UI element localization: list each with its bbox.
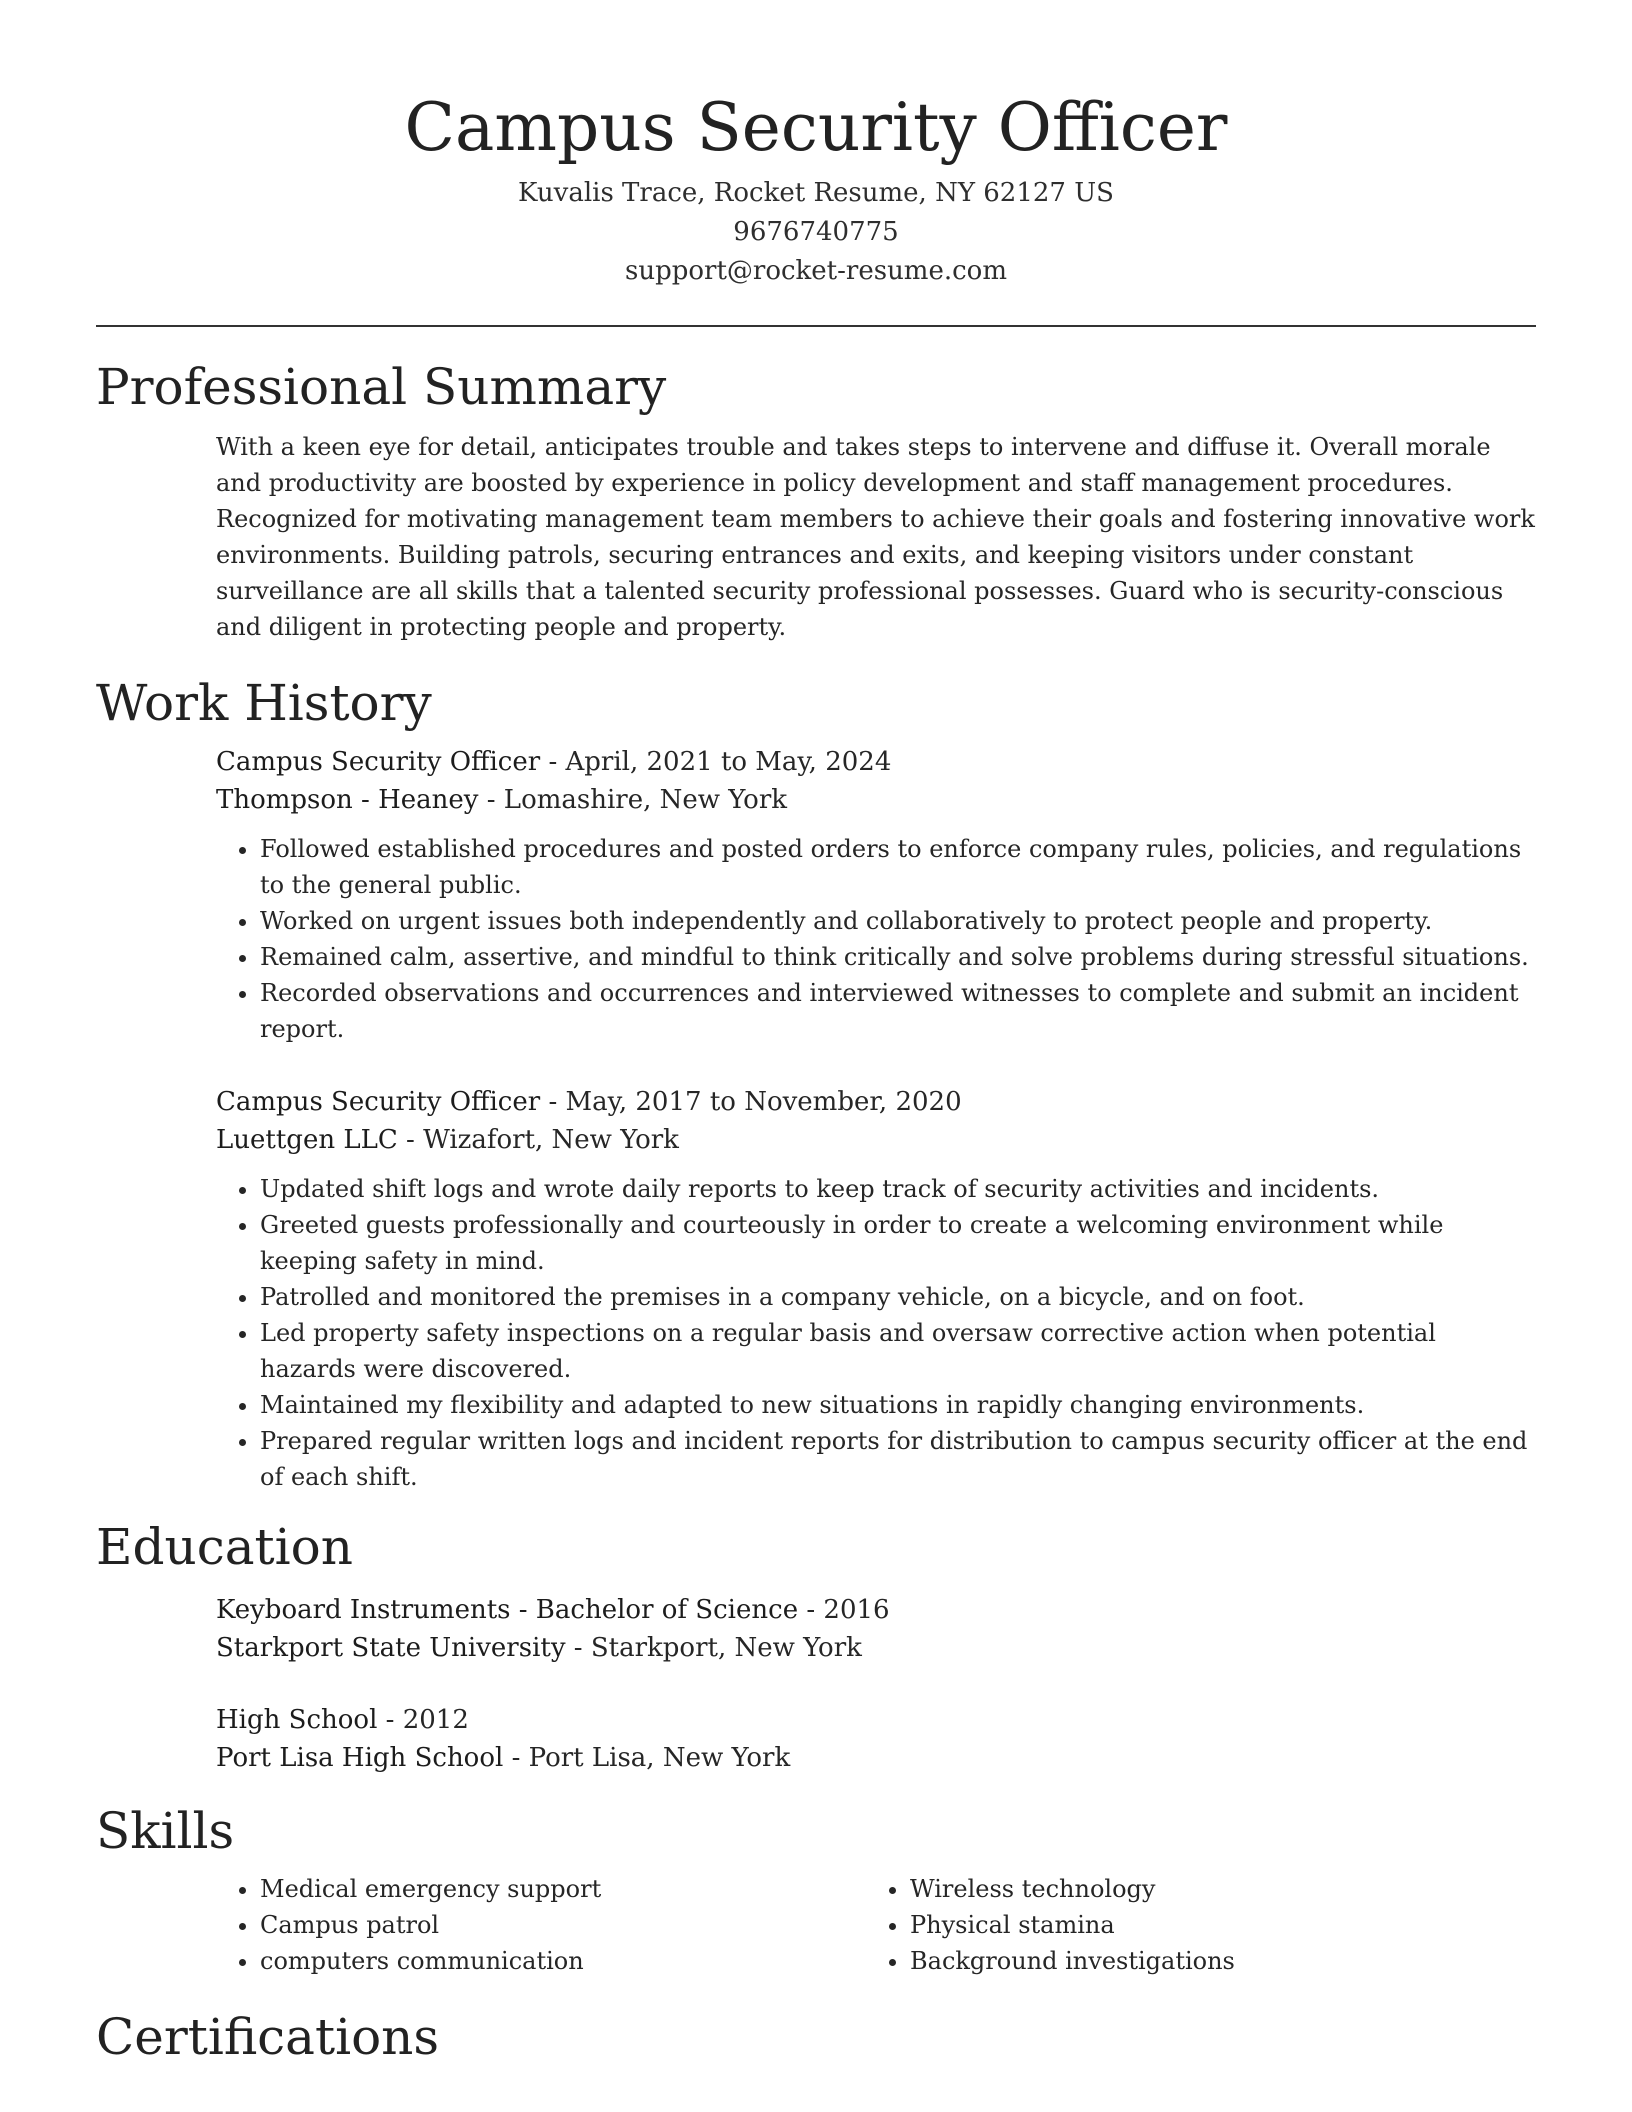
resume-header [96, 0, 1536, 291]
job-bullet: • Updated shift logs and wrote daily reports to keep track of security activities and incidents. [260, 1171, 1536, 1207]
job-bullet: • Remained calm, assertive, and mindful to think critically and solve problems during stressful situations. [260, 939, 1536, 975]
job-role: Campus Security Officer [216, 747, 541, 777]
job-location: - Wizafort, New York [397, 1125, 679, 1155]
job-location: - Lomashire, New York [478, 785, 788, 815]
education-school-line [216, 1629, 1536, 1667]
header-divider [96, 325, 1536, 327]
job-company: Thompson - Heaney [216, 785, 479, 815]
job-dates: - May, 2017 to November, 2020 [540, 1087, 962, 1117]
work-history-heading: Work History [96, 674, 432, 732]
education-degree-line [216, 1591, 1536, 1629]
education-location: - Starkport, New York [565, 1633, 862, 1663]
job-bullet: • Maintained my flexibility and adapted to new situations in rapidly changing environments. [260, 1387, 1536, 1423]
education-degree: Keyboard Instruments - Bachelor of Science [216, 1595, 799, 1625]
skills-column-left [216, 1871, 866, 1979]
skill-item: • Background investigations [910, 1943, 1516, 1979]
education-location: - Port Lisa, New York [503, 1743, 791, 1773]
education-entry [216, 1591, 1536, 1667]
skill-item: • Campus patrol [260, 1907, 866, 1943]
education-entry [216, 1701, 1536, 1777]
skills-section [96, 1801, 1536, 1979]
resume-page [96, 0, 1536, 2067]
skills-column-right [866, 1871, 1516, 1979]
skill-item: • Wireless technology [910, 1871, 1516, 1907]
summary-heading: Professional Summary [96, 358, 667, 416]
certifications-heading: Certifications [96, 2008, 440, 2066]
phone-line: 9676740775 [733, 217, 899, 247]
skills-grid [216, 1871, 1536, 1979]
job-entry [216, 1083, 1536, 1495]
job-title-line [216, 743, 1536, 781]
job-bullet: • Greeted guests professionally and courteously in order to create a welcoming environment while keeping safety in mind. [260, 1207, 1536, 1279]
education-section [96, 1517, 1536, 1777]
education-year: - 2012 [377, 1705, 469, 1735]
education-year: - 2016 [798, 1595, 890, 1625]
job-role: Campus Security Officer [216, 1087, 541, 1117]
candidate-title: Campus Security Officer [404, 89, 1228, 166]
job-bullets [216, 1171, 1536, 1495]
job-company-line [216, 1121, 1536, 1159]
education-degree: High School [216, 1705, 378, 1735]
job-entry [216, 743, 1536, 1047]
job-dates: - April, 2021 to May, 2024 [540, 747, 892, 777]
job-bullets [216, 831, 1536, 1047]
skill-item: • Physical stamina [910, 1907, 1516, 1943]
skills-heading: Skills [96, 1802, 235, 1860]
education-heading: Education [96, 1518, 353, 1576]
certifications-section [96, 2007, 1536, 2067]
job-bullet: • Worked on urgent issues both independently and collaboratively to protect people and property. [260, 903, 1536, 939]
education-school: Port Lisa High School [216, 1743, 504, 1773]
job-title-line [216, 1083, 1536, 1121]
skill-item: • Medical emergency support [260, 1871, 866, 1907]
address-line: Kuvalis Trace, Rocket Resume, NY 62127 US [518, 178, 1114, 208]
skill-item: • computers communication [260, 1943, 866, 1979]
job-bullet: • Recorded observations and occurrences and interviewed witnesses to complete and submit an incident report. [260, 975, 1536, 1047]
work-history-section [96, 673, 1536, 1495]
contact-info [96, 174, 1536, 291]
education-school-line [216, 1739, 1536, 1777]
summary-section [96, 357, 1536, 645]
job-company-line [216, 781, 1536, 819]
job-bullet: • Patrolled and monitored the premises in a company vehicle, on a bicycle, and on foot. [260, 1279, 1536, 1315]
education-school: Starkport State University [216, 1633, 566, 1663]
job-company: Luettgen LLC [216, 1125, 398, 1155]
job-bullet: • Prepared regular written logs and incident reports for distribution to campus security officer at the end of each shift. [260, 1423, 1536, 1495]
email-line: support@rocket-resume.com [624, 256, 1007, 286]
education-degree-line [216, 1701, 1536, 1739]
job-bullet: • Followed established procedures and posted orders to enforce company rules, policies, and regulations to the general public. [260, 831, 1536, 903]
summary-text: With a keen eye for detail, anticipates trouble and takes steps to intervene and diffuse it. Overall morale and productivity are boosted by experience in policy development and staff management procedures. Recognized for motivating management team members to achieve their goals and fostering innovative work environments. Building patrols, securing entrances and exits, and keeping visitors under constant surveillance are all skills that a talented security professional possesses. Guard who is security-conscious and diligent in protecting people and property. [216, 433, 1535, 641]
job-bullet: • Led property safety inspections on a regular basis and oversaw corrective action when potential hazards were discovered. [260, 1315, 1536, 1387]
